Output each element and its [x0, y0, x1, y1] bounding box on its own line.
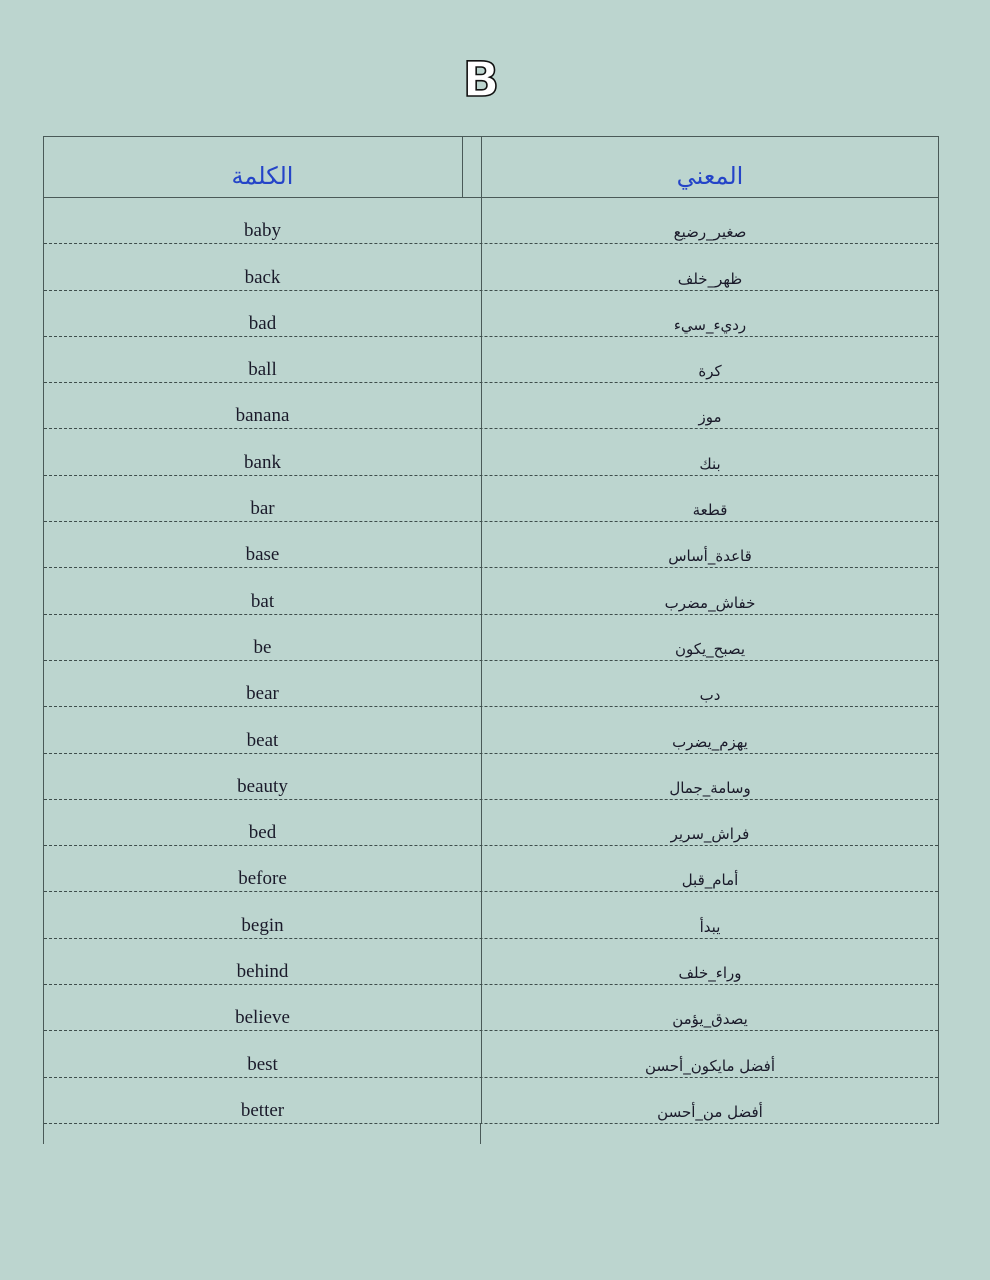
word-cell: bear — [246, 683, 279, 705]
meaning-cell: أفضل مايكون_أحسن — [644, 1056, 776, 1075]
word-cell: baby — [244, 220, 281, 242]
word-cell: bat — [250, 590, 275, 612]
table-row — [44, 846, 938, 892]
meaning-cell: يصدق_يؤمن — [672, 1010, 748, 1029]
word-cell: bed — [248, 822, 277, 844]
page-letter-heading: B — [462, 52, 500, 108]
meaning-cell: ظهر_خلف — [677, 269, 743, 288]
table-row — [44, 476, 938, 522]
word-cell: base — [245, 544, 280, 566]
word-cell: beat — [246, 729, 279, 751]
table-row — [44, 985, 938, 1031]
table-row — [44, 754, 938, 800]
meaning-cell: فراش_سرير — [670, 825, 750, 844]
meaning-cell: يبدأ — [699, 917, 721, 936]
table-row — [44, 661, 938, 707]
table-row — [44, 800, 938, 846]
word-cell: beauty — [237, 775, 288, 797]
word-cell: be — [253, 636, 272, 658]
word-cell: ball — [248, 359, 277, 381]
table-row — [44, 892, 938, 938]
meaning-cell: قاعدة_أساس — [668, 547, 752, 566]
meaning-cell: وراء_خلف — [678, 964, 742, 983]
vocabulary-table — [43, 136, 939, 1124]
meaning-cell: خفاش_مضرب — [664, 593, 756, 612]
word-cell: before — [238, 868, 287, 890]
table-row — [44, 337, 938, 383]
meaning-cell: موز — [698, 408, 722, 427]
meaning-cell: أمام_قبل — [681, 871, 739, 890]
meaning-cell: دب — [699, 686, 721, 705]
word-cell: better — [240, 1099, 285, 1121]
table-row — [44, 939, 938, 985]
table-row — [44, 198, 938, 244]
table-header — [43, 136, 939, 198]
table-continuation — [43, 1124, 481, 1144]
table-row — [44, 522, 938, 568]
meaning-cell: رديء_سيء — [673, 315, 747, 334]
meaning-column-header: المعني — [676, 162, 744, 190]
word-column-header: الكلمة — [231, 162, 294, 190]
word-cell: behind — [236, 961, 289, 983]
table-row — [44, 568, 938, 614]
word-cell: bank — [244, 451, 281, 473]
table-row — [44, 429, 938, 475]
meaning-cell: يصبح_يكون — [674, 639, 746, 658]
word-cell: back — [244, 266, 281, 288]
meaning-cell: يهزم_يضرب — [672, 732, 748, 751]
table-row — [44, 383, 938, 429]
word-cell: banana — [235, 405, 290, 427]
word-cell: believe — [235, 1007, 290, 1029]
word-cell: bar — [250, 498, 275, 520]
table-row — [44, 291, 938, 337]
table-row — [44, 707, 938, 753]
word-cell: bad — [248, 312, 277, 334]
meaning-cell: بنك — [699, 454, 721, 473]
meaning-cell: وسامة_جمال — [669, 778, 751, 797]
header-divider — [462, 137, 463, 197]
meaning-cell: كرة — [698, 362, 722, 381]
table-row — [44, 244, 938, 290]
word-cell: begin — [241, 914, 284, 936]
table-row — [44, 615, 938, 661]
meaning-cell: أفضل من_أحسن — [657, 1102, 763, 1121]
table-row — [44, 1031, 938, 1077]
table-body — [43, 198, 939, 1124]
meaning-cell: صغير_رضيع — [673, 223, 747, 242]
table-row — [44, 1078, 938, 1124]
meaning-cell: قطعة — [692, 501, 728, 520]
word-cell: best — [247, 1053, 278, 1075]
